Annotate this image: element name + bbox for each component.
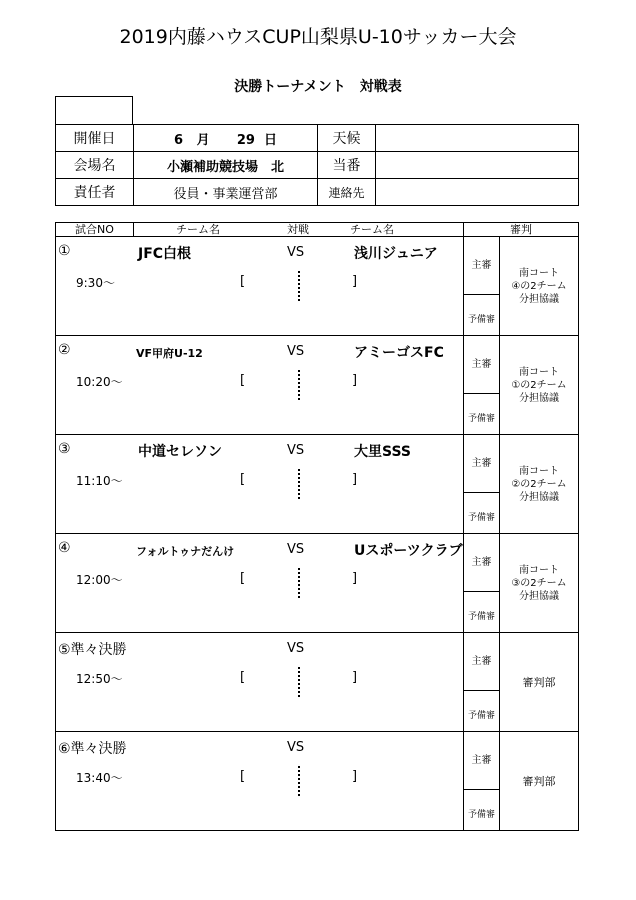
referee-assignment: [500, 237, 578, 335]
referee-assignment: [500, 534, 578, 632]
assignment-line: ④の2チーム: [511, 280, 567, 292]
info-table: [55, 124, 579, 206]
score-bracket-right: ]: [352, 373, 358, 388]
score-separator: [298, 370, 302, 400]
contact-value: [376, 179, 579, 206]
match-number: ②: [58, 342, 71, 358]
referee-assignment: [500, 336, 578, 434]
referee-assign-cell: [500, 237, 579, 336]
schedule-table: [55, 222, 579, 831]
match-cell: [56, 534, 464, 633]
header-teams: [134, 223, 464, 237]
date-day: 29: [236, 132, 255, 148]
venue-label: 会場名: [56, 152, 134, 179]
score-bracket-right: ]: [352, 274, 358, 289]
score-separator: [298, 766, 302, 796]
match-number: ⑤準々決勝: [58, 642, 127, 658]
match-time: 12:00～: [76, 573, 123, 587]
reserve-referee-label: 予備審: [467, 612, 495, 622]
score-bracket-right: ]: [352, 670, 358, 685]
team-a-name: JFC白根: [138, 246, 192, 262]
match-cell: [56, 237, 464, 336]
score-bracket-left: [: [240, 670, 246, 685]
assignment-line: 分担協議: [519, 491, 559, 503]
header-referee: 審判: [464, 223, 579, 237]
weather-label: 天候: [318, 125, 376, 152]
score-separator: [298, 469, 302, 499]
match-time: 11:10～: [76, 474, 123, 488]
assignment-line: 南コート: [519, 267, 559, 279]
main-referee-label: 主審: [464, 732, 499, 790]
match-time: 9:30～: [76, 276, 115, 290]
referee-role-cell: [464, 237, 500, 336]
manager-value: 役員・事業運営部: [134, 179, 318, 206]
document-subtitle: 決勝トーナメント 対戦表: [234, 79, 402, 95]
referee-assign-cell: [500, 534, 579, 633]
schedule-header-row: [56, 223, 579, 237]
assignment-line: 分担協議: [519, 392, 559, 404]
match-row: [56, 534, 579, 633]
match-cell: [56, 732, 464, 831]
assignment-line: ①の2チーム: [511, 379, 567, 391]
team-b-name: 浅川ジュニア: [354, 246, 438, 262]
reserve-referee-label: 予備審: [467, 315, 495, 325]
header-match-no: 試合NO: [56, 223, 134, 237]
referee-role-cell: [464, 534, 500, 633]
score-bracket-left: [: [240, 769, 246, 784]
header-versus: 対戦: [287, 223, 309, 236]
match-number: ①: [58, 243, 71, 259]
header-team-a: チーム名: [176, 223, 220, 236]
duty-label: 当番: [318, 152, 376, 179]
month-unit: 月: [196, 132, 210, 148]
main-referee-label: 主審: [464, 237, 499, 295]
contact-label: 連絡先: [318, 179, 376, 206]
referee-assign-cell: [500, 435, 579, 534]
referee-role-cell: [464, 336, 500, 435]
assignment-line: ③の2チーム: [511, 577, 567, 589]
date-value: [134, 125, 318, 152]
weather-value: [376, 125, 579, 152]
duty-value: [376, 152, 579, 179]
referee-role-cell: [464, 435, 500, 534]
date-month: 6: [174, 132, 184, 148]
score-bracket-right: ]: [352, 571, 358, 586]
assignment-line: 審判部: [522, 675, 556, 689]
team-b-name: Uスポーツクラブ: [354, 543, 463, 559]
match-time: 13:40～: [76, 771, 123, 785]
reserve-referee-label: 予備審: [467, 810, 495, 820]
referee-assignment: [500, 633, 578, 731]
vs-label: VS: [287, 344, 305, 359]
match-cell: [56, 435, 464, 534]
team-a-name: 中道セレソン: [138, 444, 222, 460]
main-referee-label: 主審: [464, 534, 499, 592]
header-team-b: チーム名: [350, 223, 394, 236]
match-row: [56, 237, 579, 336]
assignment-line: ②の2チーム: [511, 478, 567, 490]
match-row: [56, 732, 579, 831]
team-a-name: VF甲府U-12: [136, 347, 203, 360]
match-cell: [56, 336, 464, 435]
referee-assign-cell: [500, 732, 579, 831]
score-separator: [298, 568, 302, 598]
main-referee-label: 主審: [464, 435, 499, 493]
match-number: ④: [58, 540, 71, 556]
referee-role-cell: [464, 633, 500, 732]
team-b-name: 大里SSS: [354, 444, 411, 460]
referee-assign-cell: [500, 336, 579, 435]
team-b-name: アミーゴスFC: [354, 345, 444, 361]
match-cell: [56, 633, 464, 732]
day-unit: 日: [263, 132, 277, 148]
referee-assignment: [500, 435, 578, 533]
main-referee-label: 主審: [464, 336, 499, 394]
reserve-referee-label: 予備審: [467, 414, 495, 424]
score-separator: [298, 667, 302, 697]
vs-label: VS: [287, 641, 305, 656]
match-time: 10:20～: [76, 375, 123, 389]
assignment-line: 南コート: [519, 564, 559, 576]
document-title: 2019内藤ハウスCUP山梨県U-10サッカー大会: [119, 26, 517, 48]
score-separator: [298, 271, 302, 301]
referee-role-cell: [464, 732, 500, 831]
vs-label: VS: [287, 740, 305, 755]
score-bracket-right: ]: [352, 769, 358, 784]
assignment-line: 分担協議: [519, 590, 559, 602]
team-a-name: フォルトゥナだんけ: [136, 545, 235, 558]
vs-label: VS: [287, 443, 305, 458]
referee-assign-cell: [500, 633, 579, 732]
date-label: 開催日: [56, 125, 134, 152]
reserve-referee-label: 予備審: [467, 513, 495, 523]
manager-label: 責任者: [56, 179, 134, 206]
score-bracket-left: [: [240, 472, 246, 487]
vs-label: VS: [287, 245, 305, 260]
match-number: ③: [58, 441, 71, 457]
match-row: [56, 435, 579, 534]
referee-assignment: [500, 732, 578, 830]
match-row: [56, 336, 579, 435]
assignment-line: 分担協議: [519, 293, 559, 305]
main-referee-label: 主審: [464, 633, 499, 691]
match-number: ⑥準々決勝: [58, 741, 127, 757]
reserve-referee-label: 予備審: [467, 711, 495, 721]
venue-value: 小瀬補助競技場 北: [134, 152, 318, 179]
blank-box: [55, 96, 133, 125]
match-time: 12:50～: [76, 672, 123, 686]
score-bracket-left: [: [240, 571, 246, 586]
score-bracket-left: [: [240, 274, 246, 289]
vs-label: VS: [287, 542, 305, 557]
assignment-line: 南コート: [519, 465, 559, 477]
score-bracket-left: [: [240, 373, 246, 388]
assignment-line: 審判部: [522, 774, 556, 788]
assignment-line: 南コート: [519, 366, 559, 378]
match-row: [56, 633, 579, 732]
score-bracket-right: ]: [352, 472, 358, 487]
